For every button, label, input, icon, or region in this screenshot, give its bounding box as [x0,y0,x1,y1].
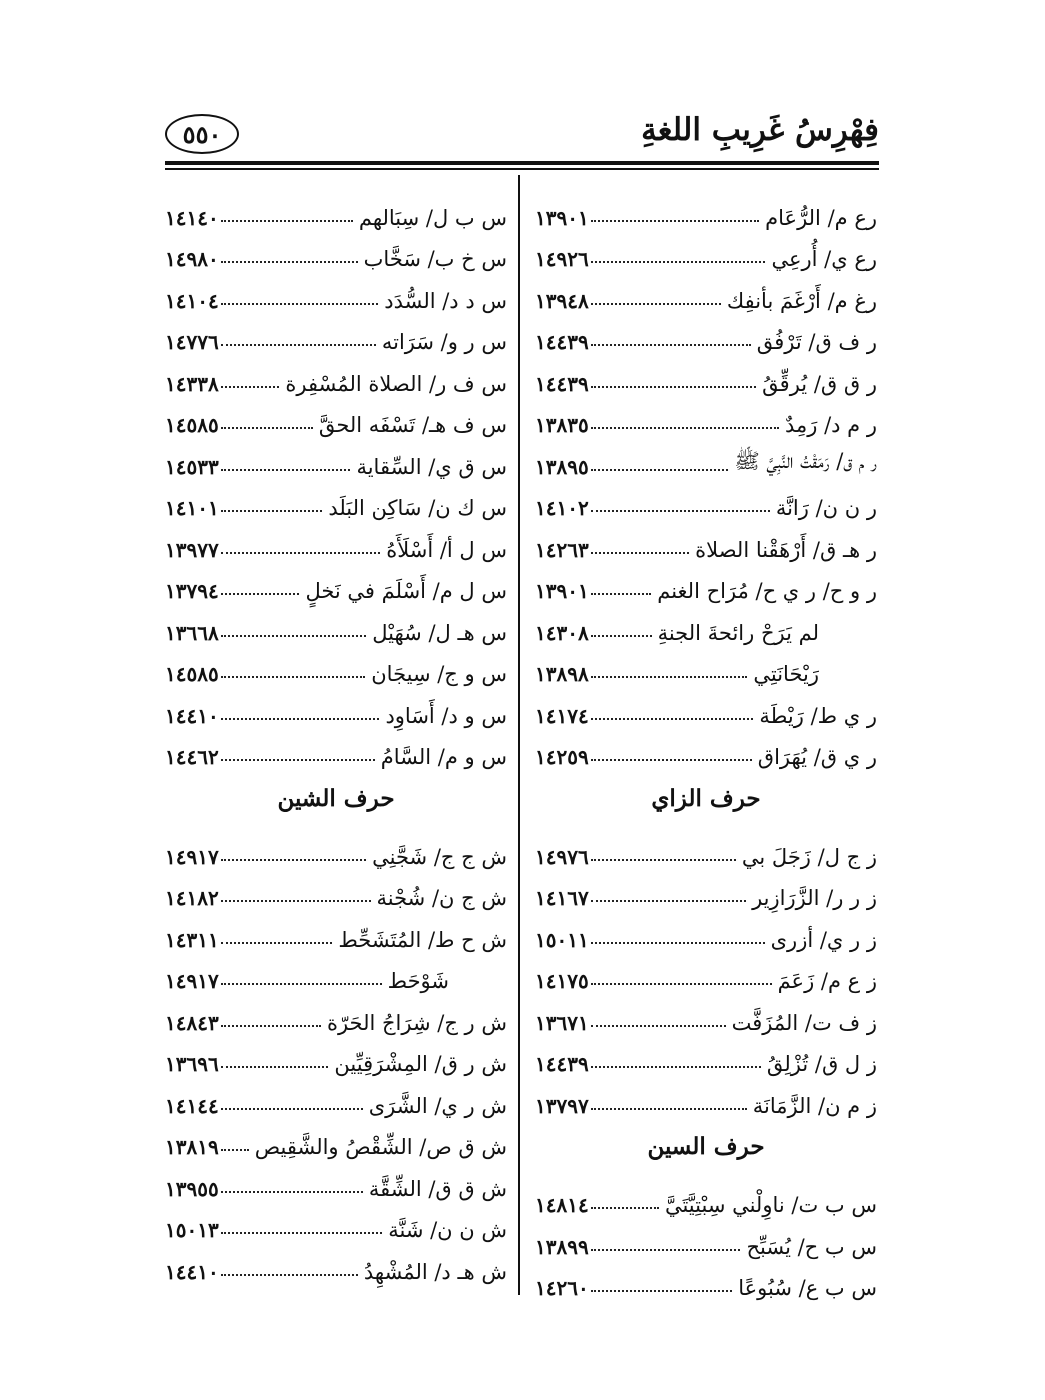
entry-term: ز ل ق/ تُزْلِقُ [766,1052,877,1076]
index-entry [535,603,877,645]
entry-term: رع م/ الرُّعَام [765,205,877,230]
index-entry [165,230,507,272]
entry-term: ر م د/ رَمِدٌ [784,413,877,437]
dot-leader [591,676,748,678]
index-entry [165,520,507,562]
entry-term: ز م ن/ الزَّمَانَة [752,1093,877,1118]
entry-term: ز ع م/ زَعَمَ [777,969,877,993]
entry-term: س ل م/ أَسْلَمَ في نَخلٍ [305,579,507,603]
entry-term: رع ي/ أُرعِي [771,247,877,271]
entry-term: س و ج/ سِيجَان [371,662,507,686]
entry-term: س ف هـ/ تَسْفَه الحقَّ [318,413,507,437]
index-entry [165,437,507,479]
entry-number: ١٤٨٤٣ [165,1010,219,1035]
entry-number: ١٤٩٨٠ [165,247,219,271]
dot-leader [221,942,333,944]
entry-number: ١٤٩٧٦ [535,844,589,869]
dot-leader [221,759,375,761]
entry-term: لم يَرَحْ رائحةَ الجنةِ [657,620,819,645]
entry-number: ١٤١٠٢ [535,496,589,520]
entry-term: س ر و/ سَرَاته [381,330,507,354]
entry-term: ش ر ي/ الشَّرَى [368,1093,507,1118]
index-entry [165,910,507,952]
index-entry [535,396,877,438]
dot-leader [591,1066,761,1068]
entry-term: ر و ح/ ر ي ح/ مُرَاح الغنم [657,579,877,603]
entry-term: ش هـ د/ المُشْهِدُ [363,1259,507,1284]
section-heading-sin: حرف السين [647,1133,765,1160]
entry-term: ر ي ق/ يُهَرَاق [757,745,877,769]
index-entry [535,188,877,230]
entry-number: ١٣٨٩٩ [535,1234,589,1259]
column-divider [518,175,520,1295]
entry-number: ١٤٣٣٨ [165,371,219,396]
index-entry [165,645,507,687]
index-entry [165,188,507,230]
dot-leader [591,552,689,554]
entry-term: س ل أ/ أَسْلَأَهُ [386,537,507,562]
entry-number: ١٤١٦٧ [535,886,589,910]
index-entry [535,271,877,313]
entry-number: ١٣٧٩٧ [535,1093,589,1118]
entry-term: س ب ح/ يُسَبِّح [746,1234,877,1259]
entry-number: ١٣٦٧١ [535,1010,589,1035]
dot-leader [591,427,779,429]
entry-term: ش ق ق/ الشِّقَّة [368,1176,507,1201]
index-entry [535,230,877,272]
entry-number: ١٤٩١٧ [165,969,219,993]
dot-leader [591,303,721,305]
entry-term: س هـ ل/ سُهَيْل [372,620,507,645]
dot-leader [221,427,313,429]
dot-leader [221,859,366,861]
index-entry [165,313,507,355]
entry-number: ١٣٨٩٥ [535,454,589,479]
dot-leader [591,718,754,720]
index-entry [165,952,507,994]
dot-leader [221,1274,358,1276]
entry-number: ١٣٨٣٥ [535,413,589,437]
index-entry [165,479,507,521]
dot-leader [221,386,280,388]
dot-leader [221,900,371,902]
dot-leader [591,1290,733,1292]
entry-term: س ب ع/ سُبُوعًا [738,1276,877,1300]
header-rule-thick [165,161,879,165]
entry-term: رَيْحَانَتِي [753,662,819,686]
entry-term: س ف ر/ الصلاة المُسْفِرة [285,371,507,396]
entry-number: ١٤٩١٧ [165,844,219,869]
entry-term: ش ج ن/ شُجْنة [376,886,507,910]
entry-number: ١٣٩٥٥ [165,1176,219,1201]
entry-term: س خ ب/ سَخَّاب [363,247,507,271]
dot-leader [221,1108,363,1110]
entry-number: ١٤٤١٠ [165,1259,219,1284]
section-heading-zay: حرف الزاي [651,784,761,812]
entry-term: ر ق ق/ يُرقِّقُ [762,371,877,396]
dot-leader [591,220,759,222]
dot-leader [221,220,353,222]
dot-leader [221,1149,249,1151]
index-entry [535,479,877,521]
dot-leader [591,635,652,637]
entry-list [165,188,507,769]
entry-term: ز ج ل/ زَجَلَ بي [741,844,877,869]
left-column [165,188,507,1284]
dot-leader [591,942,765,944]
entry-number: ١٣٨١٩ [165,1135,219,1159]
entry-number: ١٤٤٦٢ [165,745,219,769]
index-entry [165,396,507,438]
entry-number: ١٤٤٣٩ [535,371,589,396]
index-entry [165,686,507,728]
index-entry [165,1118,507,1160]
dot-leader [221,1025,321,1027]
entry-term: ز ر ي/ أزرى [770,927,877,952]
entry-term: س ك ن/ سَاكِن البَلَد [328,496,507,520]
dot-leader [221,510,323,512]
index-entry [535,1217,877,1259]
entry-term: س و د/ أَسَاوِد [385,703,507,728]
entry-term: ر ي ط/ رَيْطَة [759,703,877,728]
entry-term: ش ج ج/ شَجَّنِي [372,844,507,869]
index-entry [165,728,507,770]
entry-list [535,827,877,1118]
entry-number: ١٤١٧٥ [535,969,589,993]
entry-term: ش ح ط/ المُتَشَحِّط [338,927,507,952]
index-entry [535,993,877,1035]
entry-term: س ب ت/ ناوِلْني سِبْتِيَّتَيَّ [664,1193,877,1217]
index-entry [535,562,877,604]
dot-leader [221,635,367,637]
index-entry [165,603,507,645]
dot-leader [221,469,351,471]
page-title: فِهْرِسُ غَرِيبِ اللغةِ [641,112,879,148]
dot-leader [221,303,379,305]
page-header [165,108,879,158]
index-entry [535,1035,877,1077]
entry-number: ١٣٩٠١ [535,205,589,230]
entry-number: ١٤٨١٤ [535,1193,589,1217]
entry-number: ١٤٤٣٩ [535,1052,589,1076]
dot-leader [591,759,752,761]
entry-term: ر هـ ق/ أَرْهَقْنا الصلاة [695,537,877,562]
dot-leader [591,261,766,263]
entry-number: ١٤٥٨٥ [165,413,219,437]
dot-leader [221,676,366,678]
entry-number: ١٣٦٩٦ [165,1052,219,1076]
entry-number: ١٤١٧٤ [535,703,589,728]
dot-leader [591,983,772,985]
index-entry [165,1159,507,1201]
dot-leader [591,1249,741,1251]
index-entry [165,993,507,1035]
index-entry [535,952,877,994]
index-entry [535,728,877,770]
entry-term: ر م ق/ رَمَقْتُ النَّبِيَّ ﷺ [734,448,877,473]
dot-leader [221,552,380,554]
entry-number: ١٤٥٨٥ [165,662,219,686]
dot-leader [591,1207,659,1209]
entry-number: ١٥٠١٣ [165,1218,219,1242]
entry-term: س ق ي/ السِّقاية [356,454,507,479]
entry-number: ١٣٩٠١ [535,579,589,603]
entry-number: ١٤٤٣٩ [535,330,589,354]
entry-term: رغ م/ أَرْغَمَ بأنفِك [726,288,877,313]
entry-term: س د د/ السُّدَد [384,288,507,313]
index-entry [535,827,877,869]
index-entry [535,1259,877,1301]
dot-leader [221,1066,329,1068]
entry-number: ١٤٤١٠ [165,703,219,728]
index-entry [165,827,507,869]
entry-term: س ب ل/ سِبَالهم [358,205,507,230]
entry-list [165,827,507,1284]
index-entry [165,869,507,911]
dot-leader [221,593,300,595]
index-entry [535,1176,877,1218]
entry-number: ١٤٢٥٩ [535,745,589,769]
dot-leader [591,510,770,512]
section-heading-shin: حرف الشين [277,784,395,812]
entry-term: شَوْحَط [387,969,449,993]
entry-term: ر ن ن/ رَانَّة [775,496,877,520]
dot-leader [591,344,751,346]
entry-number: ١٥٠١١ [535,927,589,952]
right-column [535,188,877,1300]
entry-term: ش ر ج/ شِرَاجُ الحَرّة [326,1010,507,1035]
index-entry [535,686,877,728]
dot-leader [591,386,756,388]
entry-number: ١٤٣١١ [165,927,219,952]
entry-number: ١٤٢٦٠ [535,1276,589,1300]
dot-leader [591,859,736,861]
entry-number: ١٣٩٤٨ [535,288,589,313]
dot-leader [221,1232,383,1234]
dot-leader [221,344,376,346]
entry-number: ١٤١٤٤ [165,1093,219,1118]
index-entry [535,313,877,355]
entry-term: ش ر ق/ المِشْرَقِيِّين [334,1052,507,1076]
index-entry [535,520,877,562]
index-entry [535,1076,877,1118]
entry-term: ز ف ت/ المُزَفَّت [731,1010,877,1035]
entry-list [535,188,877,769]
entry-term: ش ق ص/ الشِّقْصُ والشَّقِيص [254,1135,507,1159]
entry-number: ١٤٧٧٦ [165,330,219,354]
entry-list [535,1176,877,1301]
index-entry [165,1076,507,1118]
index-entry [535,910,877,952]
dot-leader [591,593,652,595]
entry-number: ١٤١٨٢ [165,886,219,910]
entry-term: ر ف ق/ تَرْفُق [756,330,877,354]
dot-leader [221,1191,363,1193]
dot-leader [221,718,380,720]
index-entry [535,869,877,911]
index-entry [165,1035,507,1077]
dot-leader [591,1025,726,1027]
entry-number: ١٤٥٣٣ [165,454,219,479]
entry-term: ش ن ن/ شَنَّة [388,1218,507,1242]
entry-number: ١٤٢٦٣ [535,537,589,562]
entry-number: ١٣٦٦٨ [165,620,219,645]
dot-leader [591,1108,747,1110]
index-entry [535,437,877,479]
header-rule-thin [165,168,879,170]
dot-leader [221,983,382,985]
index-entry [535,354,877,396]
entry-number: ١٤١٠٤ [165,288,219,313]
index-entry [165,354,507,396]
index-entry [165,1242,507,1284]
entry-number: ١٣٨٩٨ [535,662,589,686]
entry-number: ١٤٣٠٨ [535,620,589,645]
page-number-badge: ٥٥٠ [165,114,239,154]
dot-leader [221,261,358,263]
entry-number: ١٣٩٧٧ [165,537,219,562]
entry-number: ١٣٧٩٤ [165,579,219,603]
entry-number: ١٤١٠١ [165,496,219,520]
dot-leader [591,469,729,471]
index-entry [165,271,507,313]
index-entry [535,645,877,687]
entry-number: ١٤٩٢٦ [535,247,589,271]
entry-term: س و م/ السَّامُ [380,745,507,769]
dot-leader [591,900,746,902]
index-entry [165,562,507,604]
index-entry [165,1201,507,1243]
entry-number: ١٤١٤٠ [165,205,219,230]
entry-term: ز ر ر/ الزَّرَازِير [752,886,877,910]
